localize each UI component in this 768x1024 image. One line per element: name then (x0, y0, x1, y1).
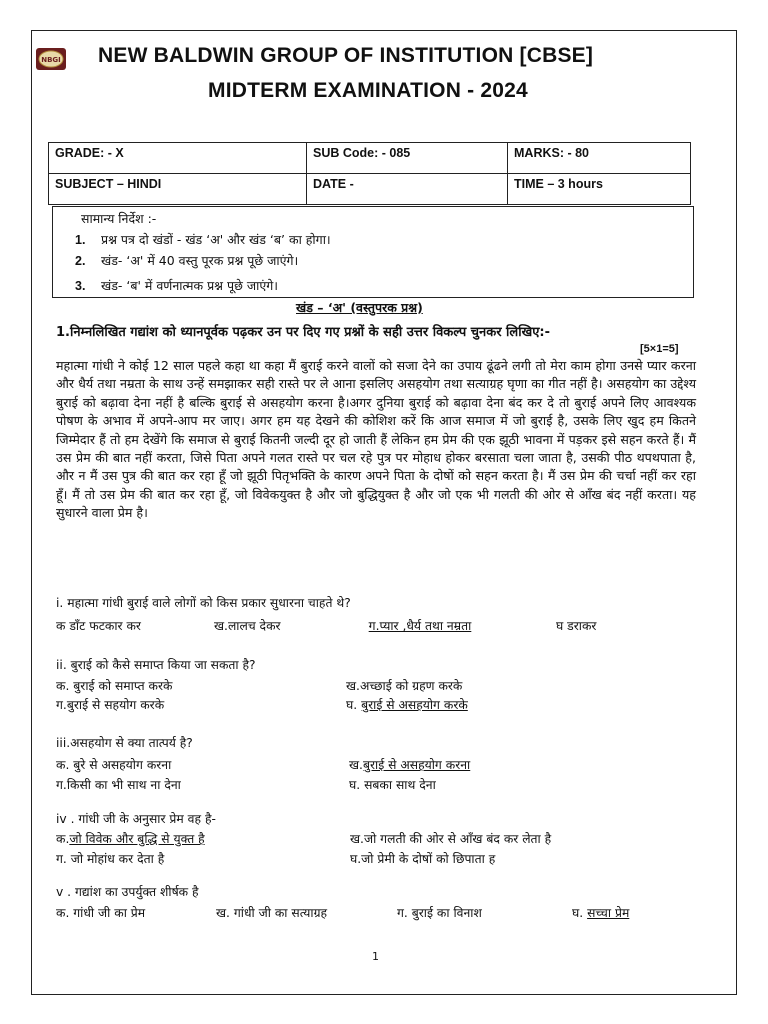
time-cell: TIME – 3 hours (508, 174, 691, 205)
exam-info-table (48, 142, 691, 205)
option-ga: ग.बुराई से सहयोग करके (56, 698, 165, 712)
option-prefix: घ. (572, 906, 588, 920)
instruction-item (75, 277, 278, 294)
question-iii: iii.असहयोग से क्या तात्पर्य है? (56, 736, 193, 750)
option-ka: क. बुरे से असहयोग करना (56, 758, 172, 772)
option-ga: ग.किसी का भी साथ ना देना (56, 778, 181, 792)
option-answer: बुराई से असहयोग करना (362, 758, 471, 772)
option-gha-correct (572, 904, 629, 921)
option-gha: घ डराकर (556, 619, 597, 633)
school-logo (36, 48, 66, 70)
logo-text: NBGI (41, 56, 61, 64)
instruction-item (75, 231, 331, 248)
instruction-number: 3. (75, 279, 86, 293)
passage-text: महात्मा गांधी ने कोई 12 साल पहले कहा था कहा मैं बुराई करने वालों को सजा देने का उपाय ढूंढने लगी तो मेरा काम होगा उनसे प्यार करना और धैर्य तथा नम्रता के साथ उन्हें समझाकर सही रास्ते पर ले आना इसलिए असहयोग तथा सत्याग्रह घृणा का गीत नहीं है। असहयोग का उद्देश्य बुराई को बढ़ावा देना नहीं है बल्कि बुराई से असहयोग करना है।अगर दुनिया बुराई को बढ़ावा देना बंद कर दे तो बुराई अपने लिए आवश्यक पोषण के अभाव में अपने-आप मर जाए। अगर हम यह देखने की कोशिश करें कि आज समाज में जो बुराई है, उसके लिए खुद हम कितने जिम्मेदार हैं तो हम देखेंगे कि समाज से बुराई कितनी जल्दी दूर हो जाती हैं लेकिन हम प्रेम की एक झूठी भावना में पड़कर इसे सहन करते हैं। मैं उस प्रेम की बात नहीं करता, जिसे पिता अपने गलत रास्ते पर चल रहे पुत्र पर मोहाध होकर बरसाता चला जाता है, उसकी पीठ थपथपाता है, और न मैं उस पुत्र की बात कर रहा हूँ जो झूठी पितृभक्ति के कारण अपने पिता के दोषों को सहन करता है। मैं उस प्रेम की चर्चा नहीं कर रहा हूँ। मैं तो उस प्रेम की बात कर रहा हूँ, जो विवेकयुक्त है और जो बुद्धियुक्त है और जो एक भी गलती की ओर से आँख बंद नहीं करता। यह सुधारने वाला प्रेम है। (56, 358, 696, 521)
option-answer: सच्चा प्रेम (587, 906, 630, 920)
instruction-number: 1. (75, 233, 86, 247)
question-i: i. महात्मा गांधी बुराई वाले लोगों को किस प्रकार सुधारना चाहते थे? (56, 596, 351, 610)
option-gha: घ.जो प्रेमी के दोषों को छिपाता ह (350, 852, 496, 866)
instruction-item (75, 252, 298, 269)
question-v: v . गद्यांश का उपर्युक्त शीर्षक है (56, 885, 199, 899)
page-number: 1 (372, 950, 379, 963)
option-kha: ख.जो गलती की ओर से आँख बंद कर लेता है (350, 832, 552, 846)
section-title: खंड – ‘अ' (वस्तुपरक प्रश्न) (296, 300, 423, 315)
option-prefix: क. (56, 832, 70, 846)
option-prefix: ख. (349, 758, 363, 772)
option-kha-correct (349, 756, 470, 773)
general-instructions-box (52, 206, 694, 298)
question-1-text: 1.निम्नलिखित गद्यांश को ध्यानपूर्वक पढ़कर उन पर दिए गए प्रश्नों के सही उत्तर विकल्प चुनकर लिखिए:- (56, 325, 551, 340)
sub-code-cell: SUB Code: - 085 (307, 143, 508, 174)
option-prefix: घ. (346, 698, 362, 712)
instruction-text: खंड- ‘ब' में वर्णनात्मक प्रश्न पूछे जाएंगे। (100, 278, 279, 293)
question-1-marks: [5×1=5] (640, 343, 679, 355)
instruction-text: खंड- ‘अ' में 40 वस्तु पूरक प्रश्न पूछे जाएंगे। (100, 253, 299, 268)
option-answer: जो विवेक और बुद्धि से युक्त है (69, 832, 205, 846)
option-kha: ख.लालच देकर (214, 619, 281, 633)
option-kha: ख.अच्छाई को ग्रहण करके (346, 679, 463, 693)
date-cell: DATE - (307, 174, 508, 205)
question-ii: ii. बुराई को कैसे समाप्त किया जा सकता है? (56, 658, 256, 672)
option-gha-correct (346, 696, 468, 713)
option-ka: क. गांधी जी का प्रेम (56, 906, 146, 920)
option-ga: ग. जो मोहांध कर देता है (56, 852, 165, 866)
subject-cell: SUBJECT – HINDI (49, 174, 307, 205)
instruction-number: 2. (75, 254, 86, 268)
instruction-text: प्रश्न पत्र दो खंडों - खंड ‘अ' और खंड ‘ब’ का होगा। (100, 232, 331, 247)
option-kha: ख. गांधी जी का सत्याग्रह (216, 906, 328, 920)
option-answer: बुराई से असहयोग करके (361, 698, 468, 712)
exam-title: MIDTERM EXAMINATION - 2024 (208, 79, 528, 102)
option-gha: घ. सबका साथ देना (349, 778, 436, 792)
question-iv: iv . गांधी जी के अनुसार प्रेम वह है- (56, 812, 216, 826)
instructions-heading: सामान्य निर्देश :- (81, 211, 157, 226)
option-ga: ग. बुराई का विनाश (397, 906, 482, 920)
option-ka: क. बुराई को समाप्त करके (56, 679, 173, 693)
option-ka-correct (56, 830, 205, 847)
grade-cell: GRADE: - X (49, 143, 307, 174)
option-ka: क डाँट फटकार कर (56, 619, 141, 633)
institution-title: NEW BALDWIN GROUP OF INSTITUTION [CBSE] (98, 44, 594, 67)
option-ga-correct: ग.प्यार ,धैर्य तथा नम्रता (368, 619, 472, 633)
marks-cell: MARKS: - 80 (508, 143, 691, 174)
